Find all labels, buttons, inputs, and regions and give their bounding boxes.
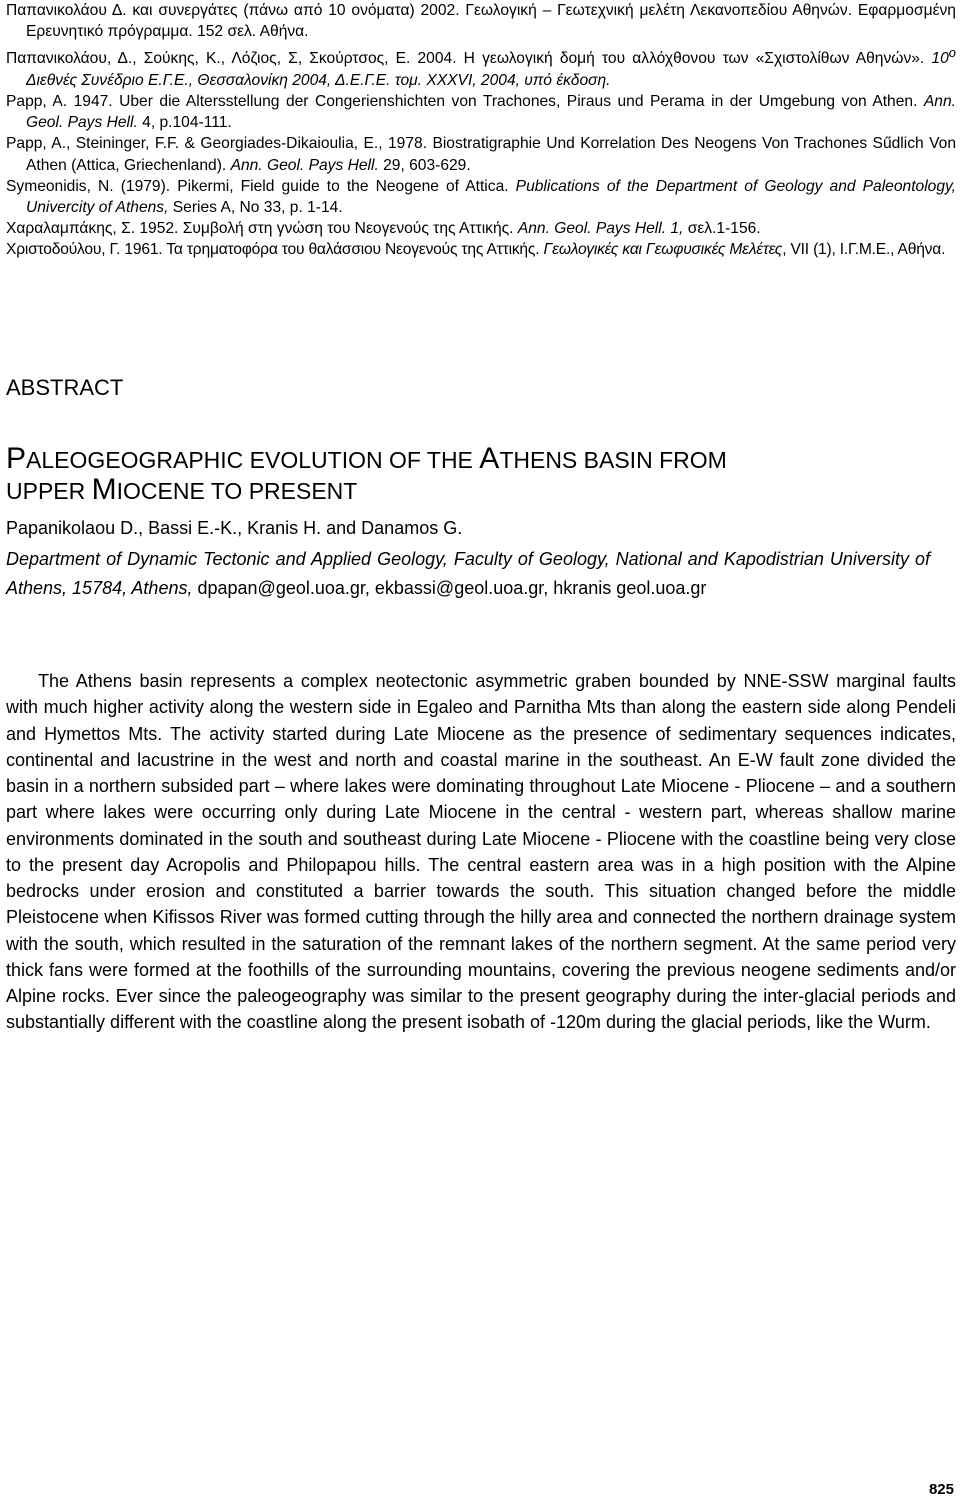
reference-text: Παπανικολάου Δ. και συνεργάτες (πάνω από 10 ονόματα) 2002. Γεωλογική – Γεωτεχνική μελέτη Λεκανοπεδίου Αθηνών. Εφαρμοσμένη Ερευνητικό πρόγραμμα. 152 σελ. Αθήνα.	[6, 2, 956, 41]
reference-text: Papp, A. 1947. Uber die Altersstellung der Congerienshichten von Trachones, Piraus und Perama in der Umgebung von Athen.	[6, 93, 924, 110]
reference-text: Publications of the Department of Geology and Paleontology, Univercity of Athens,	[26, 177, 956, 217]
title-initial-m: M	[91, 473, 117, 506]
title-initial-a: A	[479, 442, 500, 475]
title-text-2: THENS BASIN FROM	[499, 447, 727, 473]
affiliation-department: Department of Dynamic Tectonic and Applied Geology, Faculty of Geology, National and Kapodistrian University of Athens, 15784, Athens,	[6, 549, 930, 598]
reference-entry	[6, 91, 956, 133]
reference-text: ο	[948, 45, 956, 61]
affiliation	[6, 545, 930, 603]
title-initial-p: P	[6, 442, 27, 475]
reference-text: , VII (1), Ι.Γ.Μ.Ε., Αθήνα.	[782, 241, 946, 259]
reference-entry	[6, 0, 956, 42]
reference-entry	[6, 218, 956, 239]
reference-entry	[6, 42, 956, 91]
reference-text: Symeonidis, N. (1979). Pikermi, Field guide to the Neogene of Attica.	[6, 177, 516, 195]
title-text-4: IOCENE TO PRESENT	[116, 478, 358, 504]
reference-text: Ann. Geol. Pays Hell.	[26, 93, 956, 132]
reference-text: 4, p.104-111.	[137, 114, 232, 132]
reference-text: Papp, A., Steininger, F.F. & Georgiades-Dikaioulia, E., 1978. Biostratigraphie Und Korrelation Des Neogens Von Trachones Sűdlich Von Athen (Attica, Griechenland).	[6, 135, 956, 174]
reference-text: σελ.1-156.	[683, 220, 761, 238]
reference-text: Ann. Geol. Pays Hell.	[230, 156, 379, 174]
page-number: 825	[928, 1481, 954, 1498]
reference-text: Ann. Geol. Pays Hell. 1,	[517, 220, 684, 238]
reference-text: 29, 603-629.	[378, 156, 471, 174]
affiliation-emails: dpapan@geol.uoa.gr, ekbassi@geol.uoa.gr, hkranis geol.uoa.gr	[197, 578, 707, 598]
reference-text: Παπανικολάου, Δ., Σούκης, Κ., Λόζιος, Σ, Σκούρτσος, Ε. 2004. Η γεωλογική δομή του αλλόχθονου των «Σχιστολίθων Αθηνών».	[6, 50, 932, 68]
abstract-body: The Athens basin represents a complex neotectonic asymmetric graben bounded by NNE-SSW marginal faults with much higher activity along the western side in Egaleo and Parnitha Mts than along the eastern side along Pendeli and Hymettos Mts. The activity started during Late Miocene as the presence of sedimentary sequences indicates, continental and lacustrine in the west and north and coastal marine in the southeast. An E-W fault zone divided the basin in a northern subsided part – where lakes were dominating throughout Late Miocene - Pliocene – and a southern part where lakes were occurring only during Late Miocene in the central - western part, whereas shallow marine environments dominated in the south and southeast during Late Miocene - Pliocene with the coastline being very close to the present day Acropolis and Philopapou hills. The central eastern area was in a high position with the Alpine bedrocks under erosion and constituted a barrier towards the south. This situation changed before the middle Pleistocene when Kifissos River was formed cutting through the hilly area and connected the northern drainage system with the south, which resulted in the saturation of the remnant lakes of the northern segment. At the same period very thick fans were formed at the foothills of the surrounding mountains, covering the previous neogene sediments and/or Alpine rocks. Ever since the paleogeography was similar to the present geography during the inter-glacial periods and substantially different with the coastline along the present isobath of -120m during the glacial periods, like the Wurm.	[6, 671, 956, 1033]
abstract-heading: ABSTRACT	[6, 375, 124, 400]
reference-text: Χριστοδούλου, Γ. 1961. Τα τρηματοφόρα του θαλάσσιου Νεογενούς της Αττικής.	[6, 241, 544, 259]
reference-entry	[6, 239, 956, 260]
reference-entry	[6, 133, 956, 175]
references-list	[6, 0, 956, 261]
reference-entry	[6, 176, 956, 218]
reference-text: Γεωλογικές και Γεωφυσικές Μελέτες	[543, 241, 783, 259]
title-text-1: ALEOGEOGRAPHIC EVOLUTION OF THE	[26, 447, 480, 473]
reference-text: Χαραλαμπάκης, Σ. 1952. Συμβολή στη γνώση του Νεογενούς της Αττικής.	[6, 220, 518, 238]
title-text-3: UPPER	[6, 478, 92, 504]
reference-text: 10	[931, 50, 949, 68]
paper-title	[6, 444, 906, 506]
reference-text: Διεθνές Συνέδριο Ε.Γ.Ε., Θεσσαλονίκη 2004, Δ.Ε.Γ.Ε. τομ. XXXVI, 2004, υπό έκδοση.	[26, 71, 611, 89]
reference-text: Series A, No 33, p. 1-14.	[168, 199, 343, 217]
authors: Papanikolaou D., Bassi E.-K., Kranis H. and Danamos G.	[6, 518, 463, 538]
